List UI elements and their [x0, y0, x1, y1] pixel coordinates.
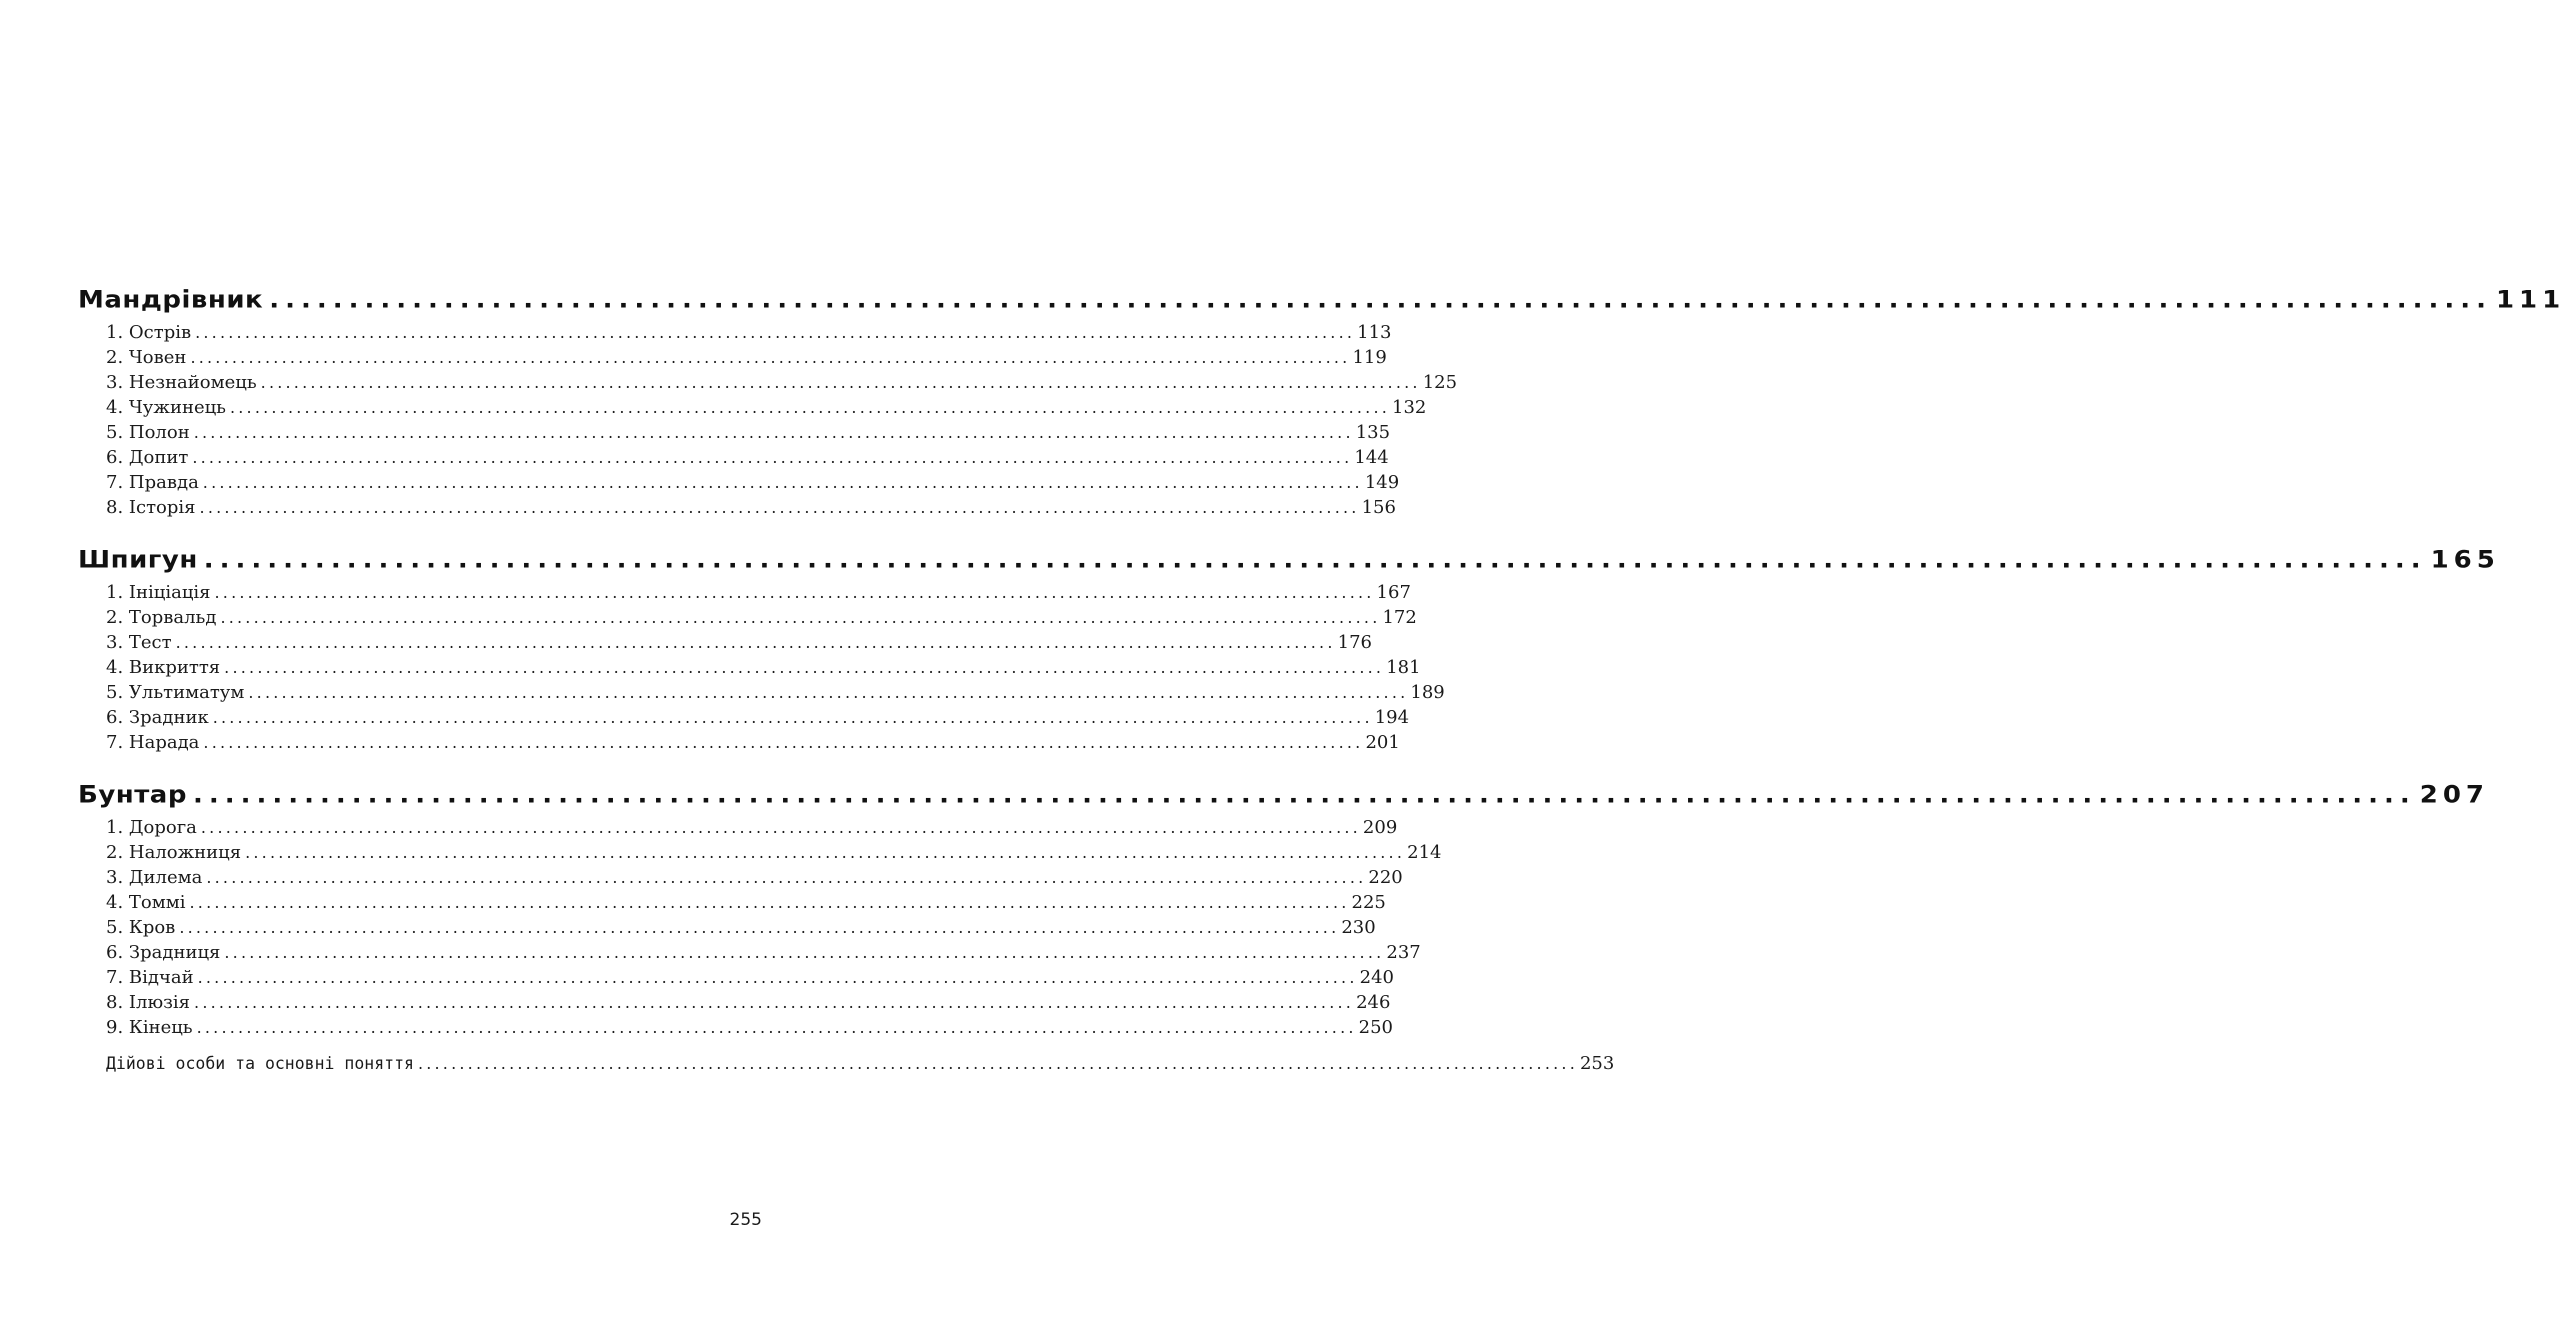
chapter-title: 3. Дилема	[106, 867, 203, 888]
dot-leader: ............................................................................................................................................	[192, 448, 1353, 467]
appendix-page-number: 253	[1579, 1053, 1615, 1074]
dot-leader: ............................................................................................................................................	[190, 348, 1351, 367]
chapter-page-number: 246	[1356, 992, 1391, 1013]
chapter-title: 5. Кров	[106, 917, 176, 938]
chapter-page-number: 225	[1351, 892, 1386, 913]
part-heading[interactable]	[78, 772, 2490, 809]
dot-leader: ............................................................................................................................................	[214, 583, 1375, 602]
dot-leader: ............................................................................................................................................	[206, 868, 1367, 887]
page-number: 255	[729, 1210, 762, 1230]
dot-leader: ............................................................................................................................................	[224, 658, 1385, 677]
chapter-page-number: 135	[1355, 422, 1391, 443]
toc-part	[78, 534, 2500, 755]
chapter-title: 4. Томмі	[106, 892, 186, 913]
part-heading[interactable]	[78, 537, 2500, 574]
chapter-page-number: 194	[1374, 707, 1410, 728]
chapter-title: 6. Зрадник	[106, 707, 209, 728]
chapter-entry[interactable]	[78, 420, 1391, 445]
dot-leader: ............................................................................................................................................	[203, 546, 2427, 574]
chapter-entry[interactable]	[78, 630, 1372, 655]
chapter-title: 2. Торвальд	[106, 607, 217, 628]
dot-leader: ............................................................................................................................................	[179, 918, 1340, 937]
dot-leader: ............................................................................................................................................	[192, 781, 2416, 809]
dot-leader: ............................................................................................................................................	[189, 893, 1350, 912]
part-page-number: 207	[2419, 781, 2490, 809]
part-title: Бунтар	[78, 781, 187, 809]
dot-leader: ............................................................................................................................................	[196, 1018, 1357, 1037]
toc-part	[78, 769, 2490, 1040]
chapter-title: 7. Нарада	[106, 732, 200, 753]
chapter-entry[interactable]	[78, 940, 1421, 965]
chapter-entry[interactable]	[78, 990, 1391, 1015]
chapter-title: 8. Ілюзія	[106, 992, 191, 1013]
chapter-page-number: 201	[1365, 732, 1400, 753]
dot-leader: ............................................................................................................................................	[417, 1054, 1578, 1073]
part-title: Шпигун	[78, 546, 198, 574]
toc-part	[78, 274, 2565, 520]
chapter-page-number: 125	[1422, 372, 1458, 393]
chapter-title: 1. Ініціація	[106, 582, 211, 603]
chapter-page-number: 149	[1364, 472, 1400, 493]
dot-leader: ............................................................................................................................................	[193, 423, 1354, 442]
chapter-page-number: 144	[1354, 447, 1389, 468]
dot-leader: ............................................................................................................................................	[224, 943, 1385, 962]
chapter-title: 3. Тест	[106, 632, 172, 653]
chapter-page-number: 240	[1359, 967, 1394, 988]
chapter-page-number: 132	[1392, 397, 1427, 418]
chapter-entry[interactable]	[78, 840, 1442, 865]
chapter-page-number: 189	[1410, 682, 1445, 703]
dot-leader: ............................................................................................................................................	[245, 843, 1406, 862]
chapter-page-number: 172	[1382, 607, 1417, 628]
chapter-entry[interactable]	[78, 815, 1398, 840]
table-of-contents	[78, 274, 2565, 1076]
chapter-title: 9. Кінець	[106, 1017, 193, 1038]
chapter-title: 1. Острів	[106, 322, 192, 343]
chapter-title: 8. Історія	[106, 497, 196, 518]
chapter-entry[interactable]	[78, 1015, 1393, 1040]
chapter-page-number: 167	[1376, 582, 1411, 603]
chapter-page-number: 176	[1337, 632, 1372, 653]
dot-leader: ............................................................................................................................................	[203, 733, 1364, 752]
chapter-title: 4. Викриття	[106, 657, 221, 678]
chapter-page-number: 156	[1361, 497, 1396, 518]
chapter-title: 7. Правда	[106, 472, 199, 493]
dot-leader: ............................................................................................................................................	[220, 608, 1381, 627]
chapter-title: 6. Зрадниця	[106, 942, 221, 963]
dot-leader: ............................................................................................................................................	[200, 818, 1361, 837]
chapter-entry[interactable]	[78, 965, 1394, 990]
dot-leader: ............................................................................................................................................	[194, 993, 1355, 1012]
chapter-list	[78, 580, 1445, 755]
dot-leader: ............................................................................................................................................	[199, 498, 1360, 517]
chapter-entry[interactable]	[78, 395, 1427, 420]
chapter-entry[interactable]	[78, 370, 1458, 395]
chapter-page-number: 181	[1386, 657, 1421, 678]
chapter-list	[78, 320, 1458, 520]
chapter-title: 1. Дорога	[106, 817, 197, 838]
chapter-entry[interactable]	[78, 915, 1376, 940]
chapter-page-number: 119	[1352, 347, 1387, 368]
chapter-page-number: 113	[1357, 322, 1392, 343]
chapter-title: 7. Відчай	[106, 967, 194, 988]
chapter-entry[interactable]	[78, 470, 1400, 495]
chapter-entry[interactable]	[78, 730, 1400, 755]
chapter-entry[interactable]	[78, 580, 1411, 605]
chapter-page-number: 209	[1362, 817, 1398, 838]
chapter-entry[interactable]	[78, 890, 1386, 915]
chapter-page-number: 237	[1386, 942, 1421, 963]
chapter-page-number: 220	[1368, 867, 1403, 888]
chapter-entry[interactable]	[78, 345, 1387, 370]
chapter-title: 6. Допит	[106, 447, 189, 468]
chapter-entry[interactable]	[78, 605, 1417, 630]
appendix-title: Дійові особи та основні поняття	[106, 1054, 414, 1073]
dot-leader: ............................................................................................................................................	[202, 473, 1363, 492]
chapter-title: 5. Полон	[106, 422, 190, 443]
chapter-entry[interactable]	[78, 705, 1410, 730]
dot-leader: ............................................................................................................................................	[260, 373, 1421, 392]
dot-leader: ............................................................................................................................................	[195, 323, 1356, 342]
dot-leader: ............................................................................................................................................	[248, 683, 1409, 702]
chapter-list	[78, 815, 1442, 1040]
dot-leader: ............................................................................................................................................	[269, 286, 2492, 314]
appendix-entry[interactable]	[78, 1051, 1615, 1076]
chapter-title: 4. Чужинець	[106, 397, 226, 418]
dot-leader: ............................................................................................................................................	[197, 968, 1358, 987]
dot-leader: ............................................................................................................................................	[229, 398, 1391, 417]
part-title: Мандрівник	[78, 286, 264, 314]
chapter-page-number: 250	[1358, 1017, 1393, 1038]
chapter-title: 3. Незнайомець	[106, 372, 257, 393]
chapter-title: 2. Наложниця	[106, 842, 242, 863]
chapter-entry[interactable]	[78, 320, 1392, 345]
chapter-page-number: 230	[1341, 917, 1376, 938]
chapter-title: 5. Ультиматум	[106, 682, 245, 703]
dot-leader: ............................................................................................................................................	[175, 633, 1336, 652]
part-page-number: 111	[2495, 286, 2565, 314]
part-heading[interactable]	[78, 277, 2565, 314]
chapter-entry[interactable]	[78, 655, 1421, 680]
chapter-title: 2. Човен	[106, 347, 187, 368]
dot-leader: ............................................................................................................................................	[212, 708, 1373, 727]
chapter-page-number: 214	[1407, 842, 1442, 863]
chapter-entry[interactable]	[78, 680, 1445, 705]
chapter-entry[interactable]	[78, 495, 1396, 520]
chapter-entry[interactable]	[78, 445, 1389, 470]
chapter-entry[interactable]	[78, 865, 1403, 890]
part-page-number: 165	[2430, 546, 2500, 574]
